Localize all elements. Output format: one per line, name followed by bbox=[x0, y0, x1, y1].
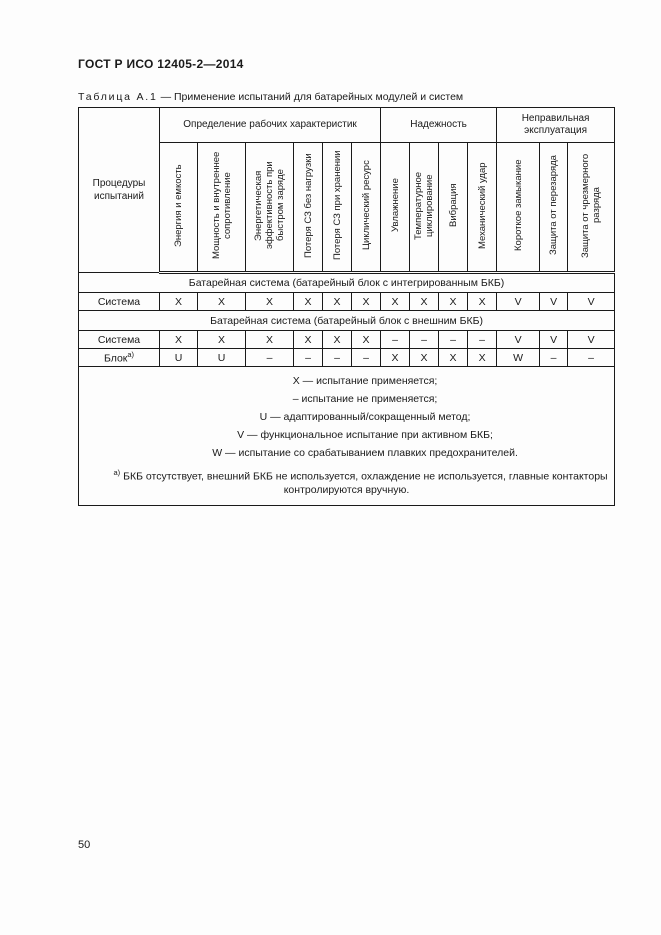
cell-value: X bbox=[352, 293, 381, 311]
column-header bbox=[468, 143, 497, 273]
cell-value: X bbox=[323, 293, 352, 311]
cell-value: V bbox=[497, 293, 540, 311]
column-header-label: Защита от чрезмерного разряда bbox=[580, 153, 603, 258]
legend-item: W — испытание со срабатыванием плавких предохранителей. bbox=[212, 447, 518, 459]
cell-value: – bbox=[468, 331, 497, 349]
cell-value: V bbox=[568, 293, 615, 311]
cell-value: – bbox=[352, 349, 381, 367]
legend-item: V — функциональное испытание при активном БКБ; bbox=[237, 429, 493, 441]
column-header bbox=[410, 143, 439, 273]
table-row bbox=[79, 331, 615, 349]
cell-value: X bbox=[246, 293, 294, 311]
column-header bbox=[323, 143, 352, 273]
table-row bbox=[79, 293, 615, 311]
cell-value: X bbox=[410, 293, 439, 311]
legend-row bbox=[79, 367, 615, 506]
cell-value: X bbox=[439, 349, 468, 367]
column-header-label: Потеря СЗ без нагрузки bbox=[302, 153, 314, 258]
column-header-label: Потеря СЗ при хранении bbox=[331, 150, 343, 261]
document-title: ГОСТ Р ИСО 12405-2—2014 bbox=[78, 57, 244, 71]
footnote-marker: а) bbox=[113, 468, 121, 477]
column-header-label: Энергетическая эффективность при быстром заряде bbox=[253, 161, 286, 250]
section-title: Батарейная система (батарейный блок с интегрированным БКБ) bbox=[79, 273, 615, 293]
group-header-row bbox=[79, 108, 615, 143]
test-applicability-table bbox=[78, 107, 615, 506]
footnote-marker: а) bbox=[127, 350, 135, 360]
column-header bbox=[198, 143, 246, 273]
group-header: Надежность bbox=[381, 108, 497, 143]
cell-value: V bbox=[568, 331, 615, 349]
row-label: Система bbox=[79, 331, 160, 349]
section-title: Батарейная система (батарейный блок с внешним БКБ) bbox=[79, 311, 615, 331]
column-header-label: Температурное циклирование bbox=[413, 171, 436, 240]
column-header bbox=[246, 143, 294, 273]
cell-value: X bbox=[323, 331, 352, 349]
cell-value: – bbox=[540, 349, 568, 367]
cell-value: X bbox=[198, 293, 246, 311]
cell-value: – bbox=[381, 331, 410, 349]
cell-value: – bbox=[323, 349, 352, 367]
table-footnote: $^{а)}$ БКБ отсутствует, внешний БКБ не используется, охлаждение не используется, главные контакторы контролируются вручную. bbox=[113, 468, 608, 496]
legend-item: U — адаптированный/сокращенный метод; bbox=[259, 411, 471, 423]
column-header bbox=[294, 143, 323, 273]
cell-value: X bbox=[294, 331, 323, 349]
cell-value: – bbox=[410, 331, 439, 349]
row-label: Система bbox=[79, 293, 160, 311]
column-header bbox=[568, 143, 615, 273]
cell-value: X bbox=[198, 331, 246, 349]
cell-value: W bbox=[497, 349, 540, 367]
cell-value: V bbox=[540, 331, 568, 349]
cell-value: X bbox=[439, 293, 468, 311]
cell-value: – bbox=[439, 331, 468, 349]
row-label: Блок$^{а)}$ bbox=[79, 349, 160, 367]
page-number: 50 bbox=[78, 839, 91, 851]
cell-value: – bbox=[294, 349, 323, 367]
column-header-label: Циклический ресурс bbox=[360, 160, 372, 251]
cell-value: – bbox=[568, 349, 615, 367]
column-header-label: Энергия и емкость bbox=[173, 164, 184, 247]
column-header bbox=[381, 143, 410, 273]
table-legend bbox=[79, 367, 615, 506]
table-caption-dash: — bbox=[160, 91, 172, 103]
column-header-row bbox=[79, 143, 615, 273]
legend-item: X — испытание применяется; bbox=[292, 375, 438, 387]
cell-value: X bbox=[468, 349, 497, 367]
cell-value: – bbox=[246, 349, 294, 367]
cell-value: X bbox=[410, 349, 439, 367]
cell-value: X bbox=[160, 331, 198, 349]
cell-value: U bbox=[160, 349, 198, 367]
section-row bbox=[79, 311, 615, 331]
column-header bbox=[160, 143, 198, 273]
table-row bbox=[79, 349, 615, 367]
column-header bbox=[497, 143, 540, 273]
legend-item: – испытание не применяется; bbox=[292, 393, 438, 405]
table-caption-label: Таблица А.1 bbox=[78, 91, 158, 103]
table-caption-text: Применение испытаний для батарейных модулей и систем bbox=[174, 91, 464, 103]
cell-value: X bbox=[468, 293, 497, 311]
group-header: Определение рабочих характеристик bbox=[160, 108, 381, 143]
cell-value: V bbox=[540, 293, 568, 311]
column-header bbox=[352, 143, 381, 273]
column-header bbox=[439, 143, 468, 273]
column-header-label: Вибрация bbox=[447, 183, 459, 228]
cell-value: V bbox=[497, 331, 540, 349]
cell-value: X bbox=[160, 293, 198, 311]
column-header bbox=[540, 143, 568, 273]
cell-value: X bbox=[352, 331, 381, 349]
column-header-label: Увлажнение bbox=[389, 178, 401, 233]
cell-value: X bbox=[381, 349, 410, 367]
column-header-label: Механический удар bbox=[476, 162, 488, 249]
column-header-label: Защита от перезаряда bbox=[548, 155, 560, 256]
cell-value: U bbox=[198, 349, 246, 367]
group-header: Неправильная эксплуатация bbox=[497, 108, 615, 143]
column-header-label: Мощность и внутреннее сопротивление bbox=[210, 151, 233, 260]
cell-value: X bbox=[246, 331, 294, 349]
cell-value: X bbox=[381, 293, 410, 311]
section-row bbox=[79, 273, 615, 293]
cell-value: X bbox=[294, 293, 323, 311]
column-header-test-procedures: Процедуры испытаний bbox=[79, 108, 160, 273]
column-header-label: Короткое замыкание bbox=[512, 159, 524, 252]
table-caption bbox=[78, 91, 618, 103]
